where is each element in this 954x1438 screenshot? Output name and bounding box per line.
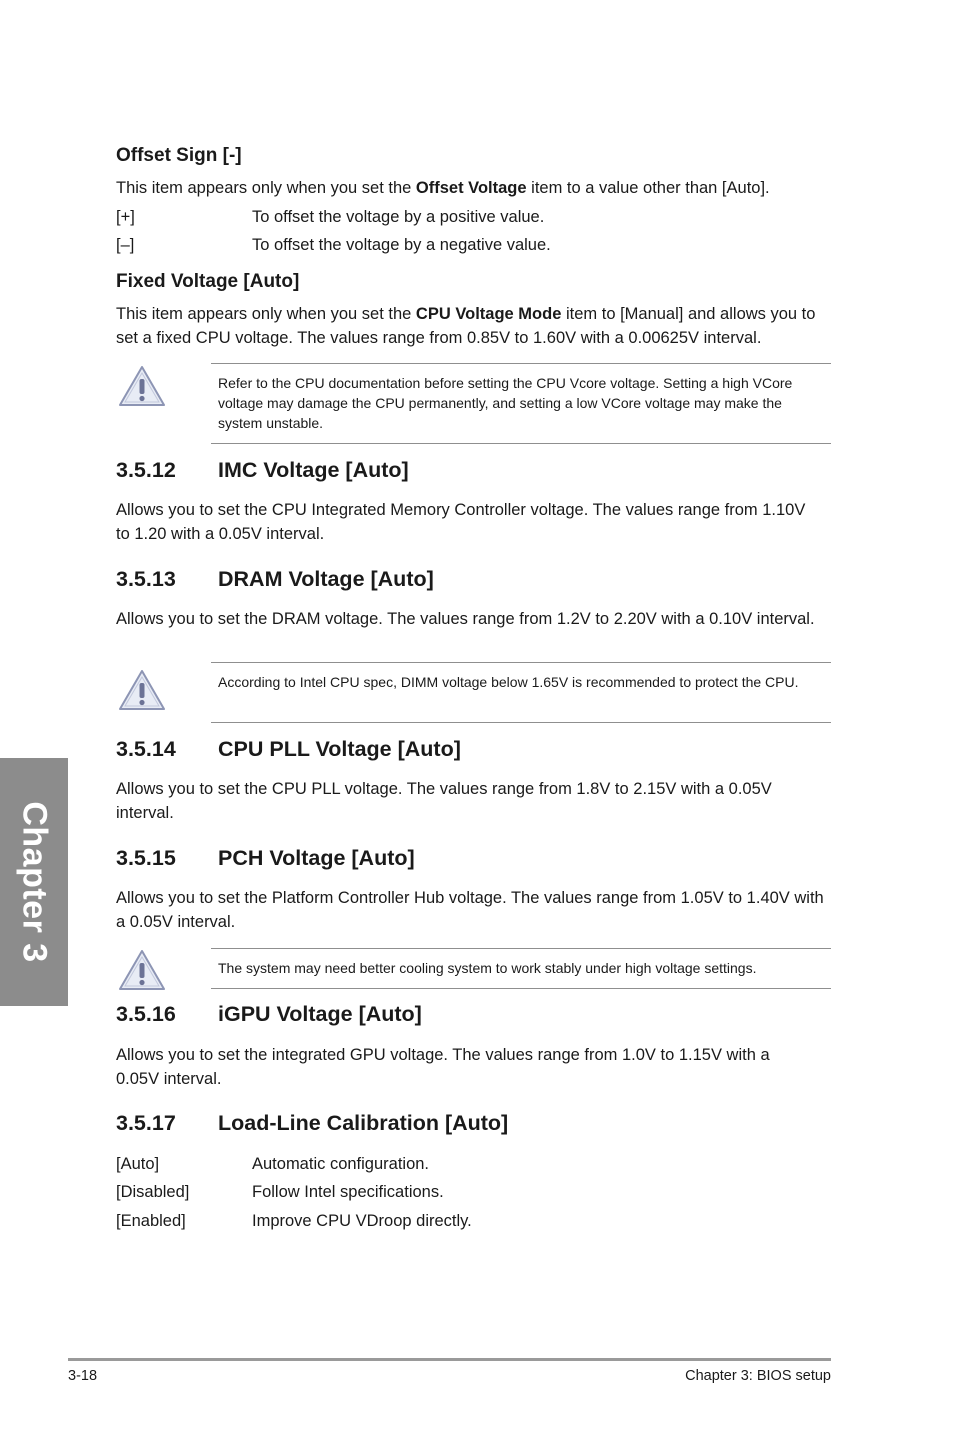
section-heading-pch-voltage: 3.5.15 PCH Voltage [Auto]	[116, 846, 415, 870]
option-value: Improve CPU VDroop directly.	[252, 1212, 472, 1230]
section-description-igpu-voltage: Allows you to set the integrated GPU voltage. The values range from 1.0V to 1.15V with a 0.05V interval.	[116, 1046, 770, 1088]
option-key: [Auto]	[116, 1155, 160, 1173]
offset-sign-heading: Offset Sign [-]	[116, 145, 242, 166]
option-value: To offset the voltage by a negative value.	[252, 236, 551, 254]
caution-note-cooling: The system may need better cooling system to work stably under high voltage settings.	[211, 948, 831, 989]
caution-note-vcore: Refer to the CPU documentation before setting the CPU Vcore voltage. Setting a high VCore voltage may damage the CPU permanently, and setting a low VCore voltage may make the system unstable.	[211, 363, 831, 444]
section-heading-imc-voltage: 3.5.12 IMC Voltage [Auto]	[116, 458, 409, 482]
section-heading-load-line-calibration: 3.5.17 Load-Line Calibration [Auto]	[116, 1111, 509, 1135]
caution-note-dimm-voltage: According to Intel CPU spec, DIMM voltage below 1.65V is recommended to protect the CPU.	[211, 662, 831, 723]
section-description-dram-voltage: Allows you to set the DRAM voltage. The values range from 1.2V to 2.20V with a 0.10V interval.	[116, 610, 815, 628]
option-key: [–]	[116, 236, 135, 254]
section-heading-igpu-voltage: 3.5.16 iGPU Voltage [Auto]	[116, 1002, 422, 1026]
footer-divider	[68, 1358, 831, 1361]
warning-icon	[117, 668, 167, 712]
option-value: Follow Intel specifications.	[252, 1183, 444, 1201]
chapter-side-tab-label: Chapter 3	[15, 801, 54, 963]
option-key: [+]	[116, 208, 135, 226]
section-heading-dram-voltage: 3.5.13 DRAM Voltage [Auto]	[116, 567, 434, 591]
warning-icon	[117, 948, 167, 992]
section-description-pch-voltage: Allows you to set the Platform Controller Hub voltage. The values range from 1.05V to 1.40V with a 0.05V interval.	[116, 889, 824, 931]
offset-sign-description: This item appears only when you set the Offset Voltage item to a value other than [Auto].	[116, 179, 770, 197]
option-key: [Disabled]	[116, 1183, 190, 1201]
chapter-side-tab	[0, 758, 68, 1006]
option-value: To offset the voltage by a positive value.	[252, 208, 545, 226]
option-value: Automatic configuration.	[252, 1155, 430, 1173]
section-heading-cpu-pll-voltage: 3.5.14 CPU PLL Voltage [Auto]	[116, 737, 461, 761]
section-description-cpu-pll-voltage: Allows you to set the CPU PLL voltage. The values range from 1.8V to 2.15V with a 0.05V interval.	[116, 780, 772, 822]
footer-chapter-title: Chapter 3: BIOS setup	[685, 1368, 831, 1384]
option-key: [Enabled]	[116, 1212, 186, 1230]
warning-icon	[117, 364, 167, 408]
section-description-imc-voltage: Allows you to set the CPU Integrated Memory Controller voltage. The values range from 1.10V to 1.20 with a 0.05V interval.	[116, 501, 806, 543]
fixed-voltage-description: This item appears only when you set the CPU Voltage Mode item to [Manual] and allows you to set a fixed CPU voltage. The values range from 0.85V to 1.60V with a 0.00625V interval.	[116, 305, 816, 347]
page-number: 3-18	[68, 1368, 98, 1384]
fixed-voltage-heading: Fixed Voltage [Auto]	[116, 271, 300, 292]
